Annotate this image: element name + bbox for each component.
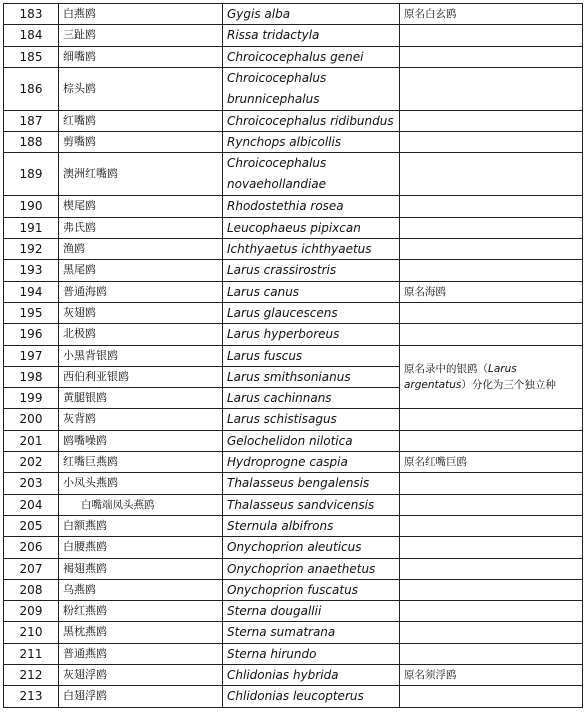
chinese-name: 西伯利亚银鸥 bbox=[59, 366, 223, 387]
chinese-name: 红嘴鸥 bbox=[59, 110, 223, 131]
merged-note-sci: Larus argentatus bbox=[404, 363, 517, 391]
scientific-name: Chroicocephalus genei bbox=[223, 46, 400, 67]
remark bbox=[400, 409, 583, 430]
chinese-name: 白腰燕鸥 bbox=[59, 537, 223, 558]
remark: 原名海鸥 bbox=[400, 281, 583, 302]
species-number: 210 bbox=[4, 622, 59, 643]
remark bbox=[400, 537, 583, 558]
table-row bbox=[4, 324, 583, 345]
chinese-name: 黄腿银鸥 bbox=[59, 388, 223, 409]
scientific-name: Hydroprogne caspia bbox=[223, 452, 400, 473]
remark bbox=[400, 643, 583, 664]
table-row bbox=[4, 196, 583, 217]
species-number: 200 bbox=[4, 409, 59, 430]
remark bbox=[400, 46, 583, 67]
table-row bbox=[4, 345, 583, 366]
chinese-name: 红嘴巨燕鸥 bbox=[59, 452, 223, 473]
remark bbox=[400, 601, 583, 622]
table-row bbox=[4, 67, 583, 110]
scientific-name: Leucophaeus pipixcan bbox=[223, 217, 400, 238]
chinese-name: 粉红燕鸥 bbox=[59, 601, 223, 622]
table-row bbox=[4, 260, 583, 281]
species-number: 213 bbox=[4, 686, 59, 707]
species-number: 186 bbox=[4, 67, 59, 110]
species-table bbox=[3, 3, 583, 708]
scientific-name: Larus hyperboreus bbox=[223, 324, 400, 345]
table-row bbox=[4, 153, 583, 196]
remark: 原名红嘴巨鸥 bbox=[400, 452, 583, 473]
remark bbox=[400, 324, 583, 345]
species-number: 188 bbox=[4, 132, 59, 153]
remark bbox=[400, 25, 583, 46]
chinese-name: 小凤头燕鸥 bbox=[59, 473, 223, 494]
remark: 原名须浮鸥 bbox=[400, 665, 583, 686]
species-number: 201 bbox=[4, 430, 59, 451]
table-row bbox=[4, 473, 583, 494]
table-row bbox=[4, 281, 583, 302]
chinese-name: 棕头鸥 bbox=[59, 67, 223, 110]
remark bbox=[400, 302, 583, 323]
species-number: 207 bbox=[4, 558, 59, 579]
table-row bbox=[4, 46, 583, 67]
remark bbox=[400, 515, 583, 536]
remark bbox=[400, 473, 583, 494]
chinese-name: 褐翅燕鸥 bbox=[59, 558, 223, 579]
species-number: 197 bbox=[4, 345, 59, 366]
remark bbox=[400, 558, 583, 579]
table-row bbox=[4, 686, 583, 707]
table-row bbox=[4, 217, 583, 238]
chinese-name: 白翅浮鸥 bbox=[59, 686, 223, 707]
scientific-name: Chlidonias leucopterus bbox=[223, 686, 400, 707]
remark bbox=[400, 239, 583, 260]
table-row bbox=[4, 409, 583, 430]
chinese-name: 普通燕鸥 bbox=[59, 643, 223, 664]
table-row bbox=[4, 665, 583, 686]
scientific-name: Larus schistisagus bbox=[223, 409, 400, 430]
scientific-name: Sterna sumatrana bbox=[223, 622, 400, 643]
species-number: 191 bbox=[4, 217, 59, 238]
species-number: 198 bbox=[4, 366, 59, 387]
scientific-name: Ichthyaetus ichthyaetus bbox=[223, 239, 400, 260]
scientific-name: Larus crassirostris bbox=[223, 260, 400, 281]
remark bbox=[400, 110, 583, 131]
merged-note-prefix: 原名录中的银鸥（ bbox=[404, 363, 488, 375]
species-number: 211 bbox=[4, 643, 59, 664]
chinese-name: 黑尾鸥 bbox=[59, 260, 223, 281]
table-row bbox=[4, 601, 583, 622]
species-number: 190 bbox=[4, 196, 59, 217]
table-row bbox=[4, 110, 583, 131]
scientific-name: Chroicocephalus ridibundus bbox=[223, 110, 400, 131]
table-row bbox=[4, 239, 583, 260]
remark: 原名白玄鸥 bbox=[400, 4, 583, 25]
species-number: 209 bbox=[4, 601, 59, 622]
chinese-name: 澳洲红嘴鸥 bbox=[59, 153, 223, 196]
scientific-name: Onychoprion aleuticus bbox=[223, 537, 400, 558]
chinese-name: 楔尾鸥 bbox=[59, 196, 223, 217]
scientific-name: Chlidonias hybrida bbox=[223, 665, 400, 686]
remark bbox=[400, 579, 583, 600]
species-number: 203 bbox=[4, 473, 59, 494]
chinese-name: 鸥嘴噪鸥 bbox=[59, 430, 223, 451]
chinese-name: 北极鸥 bbox=[59, 324, 223, 345]
table-row bbox=[4, 302, 583, 323]
scientific-name: Onychoprion anaethetus bbox=[223, 558, 400, 579]
species-number: 192 bbox=[4, 239, 59, 260]
remark bbox=[400, 622, 583, 643]
scientific-name: Larus smithsonianus bbox=[223, 366, 400, 387]
table-row bbox=[4, 579, 583, 600]
chinese-name: 弗氏鸥 bbox=[59, 217, 223, 238]
table-row bbox=[4, 622, 583, 643]
species-number: 194 bbox=[4, 281, 59, 302]
chinese-name: 渔鸥 bbox=[59, 239, 223, 260]
chinese-name: 三趾鸥 bbox=[59, 25, 223, 46]
chinese-name: 细嘴鸥 bbox=[59, 46, 223, 67]
table-row bbox=[4, 132, 583, 153]
chinese-name: 灰背鸥 bbox=[59, 409, 223, 430]
merged-note bbox=[400, 345, 583, 409]
remark bbox=[400, 132, 583, 153]
scientific-name: Rynchops albicollis bbox=[223, 132, 400, 153]
chinese-name: 白嘴端凤头燕鸥 bbox=[59, 494, 223, 515]
chinese-name: 灰翅鸥 bbox=[59, 302, 223, 323]
merged-note-suffix: ）分化为三个独立种 bbox=[461, 379, 556, 391]
species-number: 204 bbox=[4, 494, 59, 515]
species-number: 212 bbox=[4, 665, 59, 686]
scientific-name: Thalasseus sandvicensis bbox=[223, 494, 400, 515]
scientific-name: Thalasseus bengalensis bbox=[223, 473, 400, 494]
table-row bbox=[4, 494, 583, 515]
species-number: 195 bbox=[4, 302, 59, 323]
table-row bbox=[4, 4, 583, 25]
remark bbox=[400, 153, 583, 196]
species-number: 196 bbox=[4, 324, 59, 345]
chinese-name: 灰翅浮鸥 bbox=[59, 665, 223, 686]
remark bbox=[400, 260, 583, 281]
species-number: 208 bbox=[4, 579, 59, 600]
chinese-name: 小黑背银鸥 bbox=[59, 345, 223, 366]
table-row bbox=[4, 515, 583, 536]
scientific-name: Sterna dougallii bbox=[223, 601, 400, 622]
remark bbox=[400, 67, 583, 110]
species-number: 184 bbox=[4, 25, 59, 46]
scientific-name: Rissa tridactyla bbox=[223, 25, 400, 46]
chinese-name: 黑枕燕鸥 bbox=[59, 622, 223, 643]
scientific-name: Gygis alba bbox=[223, 4, 400, 25]
table-row bbox=[4, 25, 583, 46]
species-table-body bbox=[4, 4, 583, 708]
chinese-name: 普通海鸥 bbox=[59, 281, 223, 302]
scientific-name: Sterna hirundo bbox=[223, 643, 400, 664]
species-number: 199 bbox=[4, 388, 59, 409]
table-row bbox=[4, 537, 583, 558]
scientific-name: Gelochelidon nilotica bbox=[223, 430, 400, 451]
scientific-name: Chroicocephalus novaehollandiae bbox=[223, 153, 400, 196]
scientific-name: Larus canus bbox=[223, 281, 400, 302]
species-number: 202 bbox=[4, 452, 59, 473]
species-number: 185 bbox=[4, 46, 59, 67]
remark bbox=[400, 217, 583, 238]
table-row bbox=[4, 643, 583, 664]
species-number: 205 bbox=[4, 515, 59, 536]
scientific-name: Chroicocephalus brunnicephalus bbox=[223, 67, 400, 110]
scientific-name: Rhodostethia rosea bbox=[223, 196, 400, 217]
chinese-name: 剪嘴鸥 bbox=[59, 132, 223, 153]
scientific-name: Larus glaucescens bbox=[223, 302, 400, 323]
species-number: 183 bbox=[4, 4, 59, 25]
scientific-name: Onychoprion fuscatus bbox=[223, 579, 400, 600]
scientific-name: Larus fuscus bbox=[223, 345, 400, 366]
table-row bbox=[4, 558, 583, 579]
remark bbox=[400, 430, 583, 451]
chinese-name: 白额燕鸥 bbox=[59, 515, 223, 536]
scientific-name: Sternula albifrons bbox=[223, 515, 400, 536]
table-row bbox=[4, 430, 583, 451]
remark bbox=[400, 686, 583, 707]
species-number: 193 bbox=[4, 260, 59, 281]
remark bbox=[400, 494, 583, 515]
species-number: 206 bbox=[4, 537, 59, 558]
chinese-name: 乌燕鸥 bbox=[59, 579, 223, 600]
species-number: 189 bbox=[4, 153, 59, 196]
species-number: 187 bbox=[4, 110, 59, 131]
table-row bbox=[4, 452, 583, 473]
scientific-name: Larus cachinnans bbox=[223, 388, 400, 409]
chinese-name: 白燕鸥 bbox=[59, 4, 223, 25]
remark bbox=[400, 196, 583, 217]
